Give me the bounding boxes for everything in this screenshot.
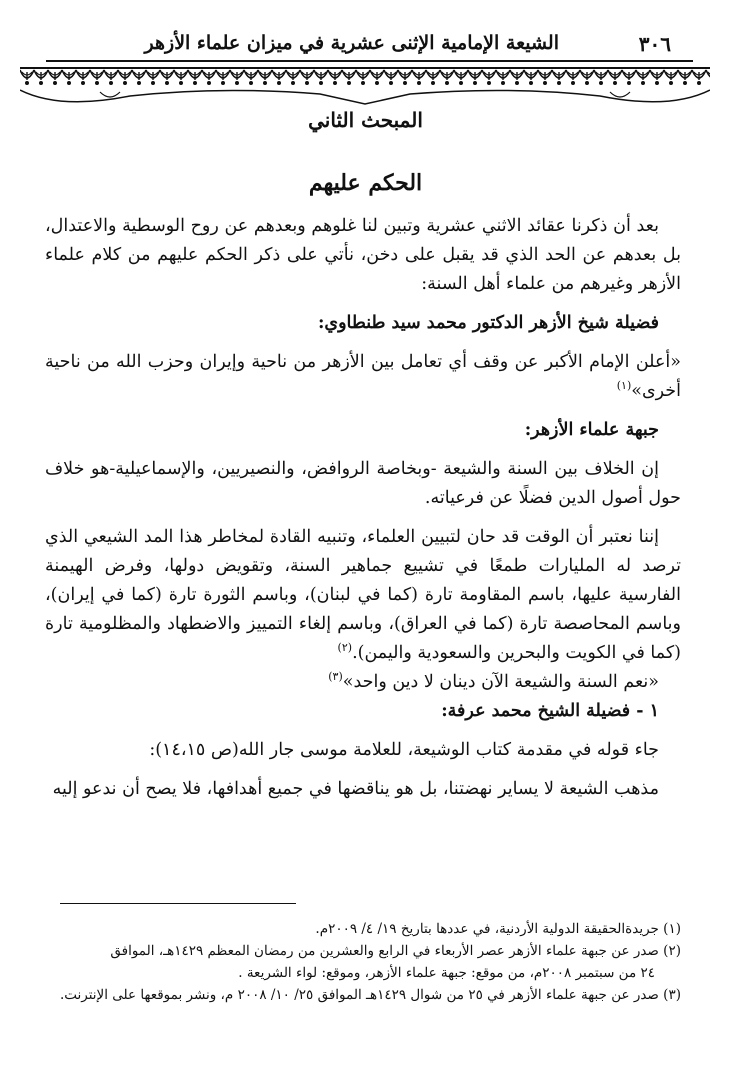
- quote-tantawi: [45, 348, 681, 406]
- paragraph-intro: بعد أن ذكرنا عقائد الاثني عشرية وتبين لنا غلوهم وبعدهم عن روح الوسطية والاعتدال، بل بعدهم عن الحد الذي قد يقبل على دخن، نأتي على ذكر الحكم عليهم من كلام علماء الأزهر وغيرهم من علماء أهل السنة:: [45, 216, 681, 294]
- quote-text: «أعلن الإمام الأكبر عن وقف أي تعامل بين الأزهر من ناحية وإيران وحزب الله من ناحية أخرى»: [45, 352, 681, 401]
- page-number: ٣٠٦: [638, 32, 671, 56]
- paragraph-front-1: إن الخلاف بين السنة والشيعة -وبخاصة الروافض، والنصيريين، والإسماعيلية-هو خلاف حول أصول الدين فضلًا عن فرعياته.: [45, 459, 681, 508]
- footnote-rule: [60, 903, 296, 904]
- running-title: الشيعة الإمامية الإثنى عشرية في ميزان علماء الأزهر: [144, 32, 559, 54]
- paragraph-arafa-source: جاء قوله في مقدمة كتاب الوشيعة، للعلامة موسى جار الله(ص ١٤،١٥):: [149, 740, 659, 760]
- footnote-ref-3: (٣): [328, 670, 343, 684]
- ornamental-border: [20, 66, 710, 110]
- subheading-tantawi: فضيلة شيخ الأزهر الدكتور محمد سيد طنطاوي:: [317, 313, 659, 333]
- paragraph-text: إننا نعتبر أن الوقت قد حان لتبيين العلماء، وتنبيه القادة لمخاطر هذا المد الشيعي الذي ترصد له المليارات طمعًا في تشييع جماهير السنة، وتقويض دولها، وفرض الهيمنة الفارسية عليها، باسم المقاومة تارة (كما في لبنان)، وباسم الثورة تارة (كما في إيران)، وباسم المحاصصة تارة (كما في العراق)، وباسم إلغاء التمييز والاضطهاد والمظلومية تارة (كما في الكويت والبحرين والسعودية واليمن).: [45, 527, 681, 663]
- body-text: [45, 212, 681, 804]
- footnote-2-continued: ٢٤ من سبتمبر ٢٠٠٨م، من موقع: جبهة علماء الأزهر، وموقع: لواء الشريعة .: [238, 965, 655, 981]
- section-heading: المبحث الثاني: [308, 108, 423, 132]
- footnote-2: (٢) صدر عن جبهة علماء الأزهر عصر الأربعاء في الرابع والعشرين من رمضان المعظم ١٤٢٩هـ، الموافق: [110, 943, 681, 959]
- footnote-ref-1: (١): [616, 379, 632, 393]
- footnote-ref-2: (٢): [337, 641, 353, 655]
- footnote-3: (٣) صدر عن جبهة علماء الأزهر في ٢٥ من شوال ١٤٢٩هـ الموافق ٢٥/ ١٠/ ٢٠٠٨ م، ونشر بموقعها على الإنترنت.: [59, 987, 681, 1003]
- quote-text: «نعم السنة والشيعة الآن دينان لا دين واحد»: [342, 672, 659, 692]
- page-header: [28, 28, 679, 58]
- footnotes: [45, 918, 681, 1006]
- subheading-arafa: ١ - فضيلة الشيخ محمد عرفة:: [441, 701, 659, 721]
- quote-front: [45, 668, 681, 697]
- paragraph-arafa-quote: مذهب الشيعة لا يساير نهضتنا، بل هو يناقضها في جميع أهدافها، فلا يصح أن ندعو إليه: [52, 779, 659, 799]
- header-rule: [46, 60, 693, 62]
- footnote-1: (١) جريدةالحقيقة الدولية الأردنية، في عددها بتاريخ ١٩/ ٤/ ٢٠٠٩م.: [315, 921, 681, 937]
- paragraph-front-2: [45, 523, 681, 668]
- subheading-front: جبهة علماء الأزهر:: [524, 420, 659, 440]
- chapter-title: الحكم عليهم: [308, 170, 423, 196]
